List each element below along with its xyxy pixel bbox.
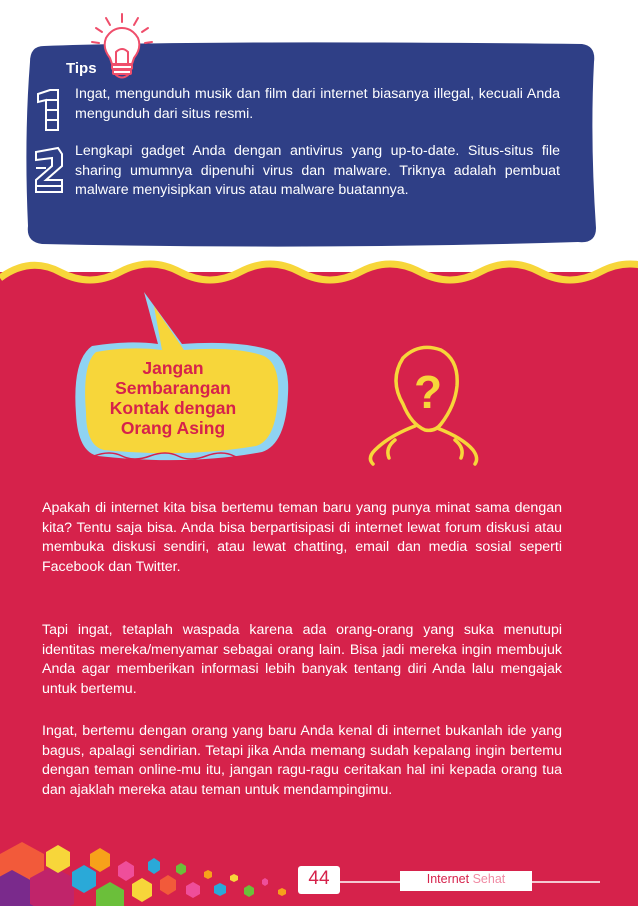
section-title-line-4: Orang Asing (120, 418, 226, 438)
section-title-line-2: Sembarangan (115, 378, 231, 398)
section-title-line-1: Jangan (142, 358, 204, 378)
paragraph-1: Apakah di internet kita bisa bertemu teman baru yang punya minat sama dengan kita? Tentu saja bisa. Anda bisa berpartisipasi di internet lewat forum diskusi atau membuka diskusi sendiri, atau lewat chatting, email dan media sosial seperti Facebook dan Twitter. (42, 500, 562, 575)
page-number: 44 (308, 868, 330, 889)
tip-1-text: Ingat, mengunduh musik dan film dari internet biasanya illegal, kecuali Anda mengunduh dari situs resmi. (75, 86, 560, 122)
number-two-icon (30, 144, 68, 198)
tips-title: Tips (66, 60, 97, 77)
svg-text:?: ? (413, 366, 443, 418)
question-person-icon (355, 340, 495, 468)
footer-label-light: Sehat (472, 872, 506, 886)
paragraph-3: Ingat, bertemu dengan orang yang baru Anda kenal di internet bukanlah ide yang bagus, apalagi sendirian. Tetapi jika Anda memang sudah kepalang ingin bertemu dengan teman online-mu itu, jangan ragu-ragu ceritakan hal ini kepada orang tua dan ajaklah mereka atau teman untuk mendampingimu. (42, 723, 562, 798)
footer-label-strong: Internet (426, 872, 470, 886)
number-one-icon (32, 86, 66, 134)
paragraph-2: Tapi ingat, tetaplah waspada karena ada orang-orang yang suka menutupi identitas mereka/menyamar sebagai orang lain. Bisa jadi mereka ingin membujuk Anda agar memberikan informasi lebih banyak tentang diri Anda lalu mengajak untuk bertemu. (42, 622, 562, 697)
section-title-line-3: Kontak dengan (109, 398, 237, 418)
hexagon-decoration (0, 832, 300, 906)
lightbulb-icon (88, 12, 156, 84)
footer-label (400, 872, 532, 886)
section-title (80, 358, 266, 438)
tip-2-text: Lengkapi gadget Anda dengan antivirus yang up-to-date. Situs-situs file sharing umumnya dipenuhi virus dan malware. Triknya adalah pembuat malware menyisipkan virus atau malware buatannya. (75, 143, 560, 198)
